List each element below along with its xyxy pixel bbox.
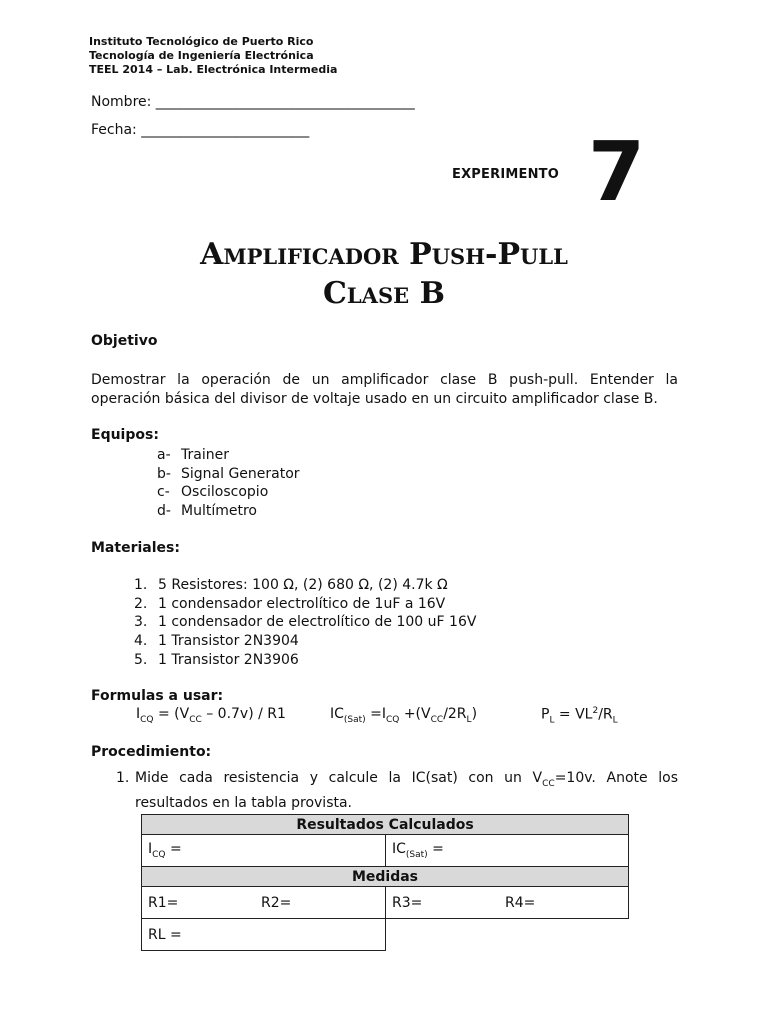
cell-subscript: (Sat) xyxy=(405,849,428,860)
formula-text: +(V xyxy=(399,706,431,722)
nombre-field: Nombre: _____________________________________ xyxy=(91,94,415,110)
cell-subscript: CQ xyxy=(152,849,166,860)
list-text: 1 Transistor 2N3904 xyxy=(158,633,299,650)
list-item xyxy=(157,483,300,502)
list-marker: 4. xyxy=(134,633,148,650)
r2-label: R2= xyxy=(261,894,292,911)
step-subscript: CC xyxy=(542,778,555,789)
empty-cell xyxy=(386,919,629,951)
list-item xyxy=(134,632,476,651)
cell-label: = xyxy=(165,841,182,858)
objetivo-heading: Objetivo xyxy=(91,333,158,349)
list-text: 1 Transistor 2N3906 xyxy=(158,651,299,668)
list-item xyxy=(134,576,476,595)
results-table xyxy=(141,814,629,951)
step-text-part: Mide cada resistencia y calcule la IC(sat) con un V xyxy=(135,770,543,786)
formula-text: /2R xyxy=(443,706,467,722)
list-text: Trainer xyxy=(181,447,229,463)
procedure-step xyxy=(116,769,678,813)
step-marker: 1. xyxy=(116,770,130,786)
formula-text: ) xyxy=(471,706,478,722)
fecha-field: Fecha: ________________________ xyxy=(91,122,310,138)
formula-subscript: CC xyxy=(189,714,202,725)
step-text-part: =10v. Anote los resultados en la tabla provista. xyxy=(135,770,678,811)
calc-results-header: Resultados Calculados xyxy=(142,815,629,835)
program-name: Tecnología de Ingeniería Electrónica xyxy=(89,49,314,62)
list-item xyxy=(157,465,300,484)
formula-text: IC xyxy=(330,706,344,722)
formula-icsat xyxy=(330,706,477,725)
formula-text: = VL xyxy=(554,706,593,723)
step-text xyxy=(135,769,678,813)
formula-text: – 0.7v) / R1 xyxy=(201,706,286,722)
r1-r2-cell[interactable] xyxy=(142,887,386,919)
list-marker: 5. xyxy=(134,651,148,668)
list-text: Osciloscopio xyxy=(181,484,269,501)
formula-subscript: CQ xyxy=(140,714,154,725)
course-name: TEEL 2014 – Lab. Electrónica Intermedia xyxy=(89,63,338,76)
list-marker: b- xyxy=(157,465,171,482)
formula-subscript: CC xyxy=(430,714,444,725)
procedimiento-heading: Procedimiento: xyxy=(91,744,212,760)
list-text: 5 Resistores: 100 Ω, (2) 680 Ω, (2) 4.7k Ω xyxy=(158,577,448,593)
institution-name: Instituto Tecnológico de Puerto Rico xyxy=(89,35,314,48)
formula-icq xyxy=(136,706,286,725)
formula-subscript: (Sat) xyxy=(343,714,366,725)
formula-subscript: L xyxy=(549,715,555,726)
equipos-list xyxy=(157,446,300,520)
r3-r4-cell[interactable] xyxy=(386,887,629,919)
list-item xyxy=(134,651,476,670)
rl-cell[interactable]: RL = xyxy=(142,919,386,951)
experiment-label: EXPERIMENTO xyxy=(452,167,559,182)
formula-subscript: L xyxy=(612,715,618,726)
list-item xyxy=(157,502,300,521)
list-marker: c- xyxy=(157,484,170,501)
page-title-line2: Clase B xyxy=(323,276,445,311)
list-marker: 3. xyxy=(134,614,148,631)
icq-cell[interactable] xyxy=(142,835,386,867)
formula-text: =I xyxy=(365,706,386,722)
formula-superscript: 2 xyxy=(592,706,599,716)
materiales-list xyxy=(134,576,476,670)
cell-label: IC xyxy=(392,841,406,858)
list-text: Signal Generator xyxy=(181,465,300,482)
institution-header xyxy=(89,35,337,77)
medidas-header: Medidas xyxy=(142,867,629,887)
icsat-cell[interactable] xyxy=(386,835,629,867)
materiales-heading: Materiales: xyxy=(91,540,180,556)
r1-label: R1= xyxy=(148,894,179,911)
formulas-heading: Formulas a usar: xyxy=(91,688,224,704)
r3-label: R3= xyxy=(392,894,423,911)
cell-label: I xyxy=(148,841,153,858)
list-marker: 2. xyxy=(134,595,148,612)
r4-label: R4= xyxy=(505,894,536,911)
list-marker: d- xyxy=(157,502,171,519)
list-item xyxy=(157,446,300,465)
list-text: 1 condensador electrolítico de 1uF a 16V xyxy=(158,595,446,612)
experiment-number: 7 xyxy=(588,125,646,220)
list-item xyxy=(134,613,476,632)
formula-subscript: CQ xyxy=(386,714,400,725)
page-title-line1: Amplificador Push-Pull xyxy=(200,237,568,272)
cell-label: = xyxy=(427,841,444,858)
list-item xyxy=(134,595,476,614)
formula-subscript: L xyxy=(466,714,472,725)
formula-text: P xyxy=(541,706,550,723)
formula-text: /R xyxy=(598,706,613,723)
formula-text: I xyxy=(136,706,141,722)
formula-text: = (V xyxy=(153,706,190,722)
list-marker: 1. xyxy=(134,577,148,593)
formula-pl xyxy=(541,706,618,725)
equipos-heading: Equipos: xyxy=(91,427,159,443)
objetivo-text: Demostrar la operación de un amplificador clase B push-pull. Entender la operación básica del divisor de voltaje usado en un circuito amplificador clase B. xyxy=(91,372,678,407)
list-marker: a- xyxy=(157,447,171,463)
list-text: Multímetro xyxy=(181,502,257,519)
list-text: 1 condensador de electrolítico de 100 uF 16V xyxy=(158,614,477,631)
